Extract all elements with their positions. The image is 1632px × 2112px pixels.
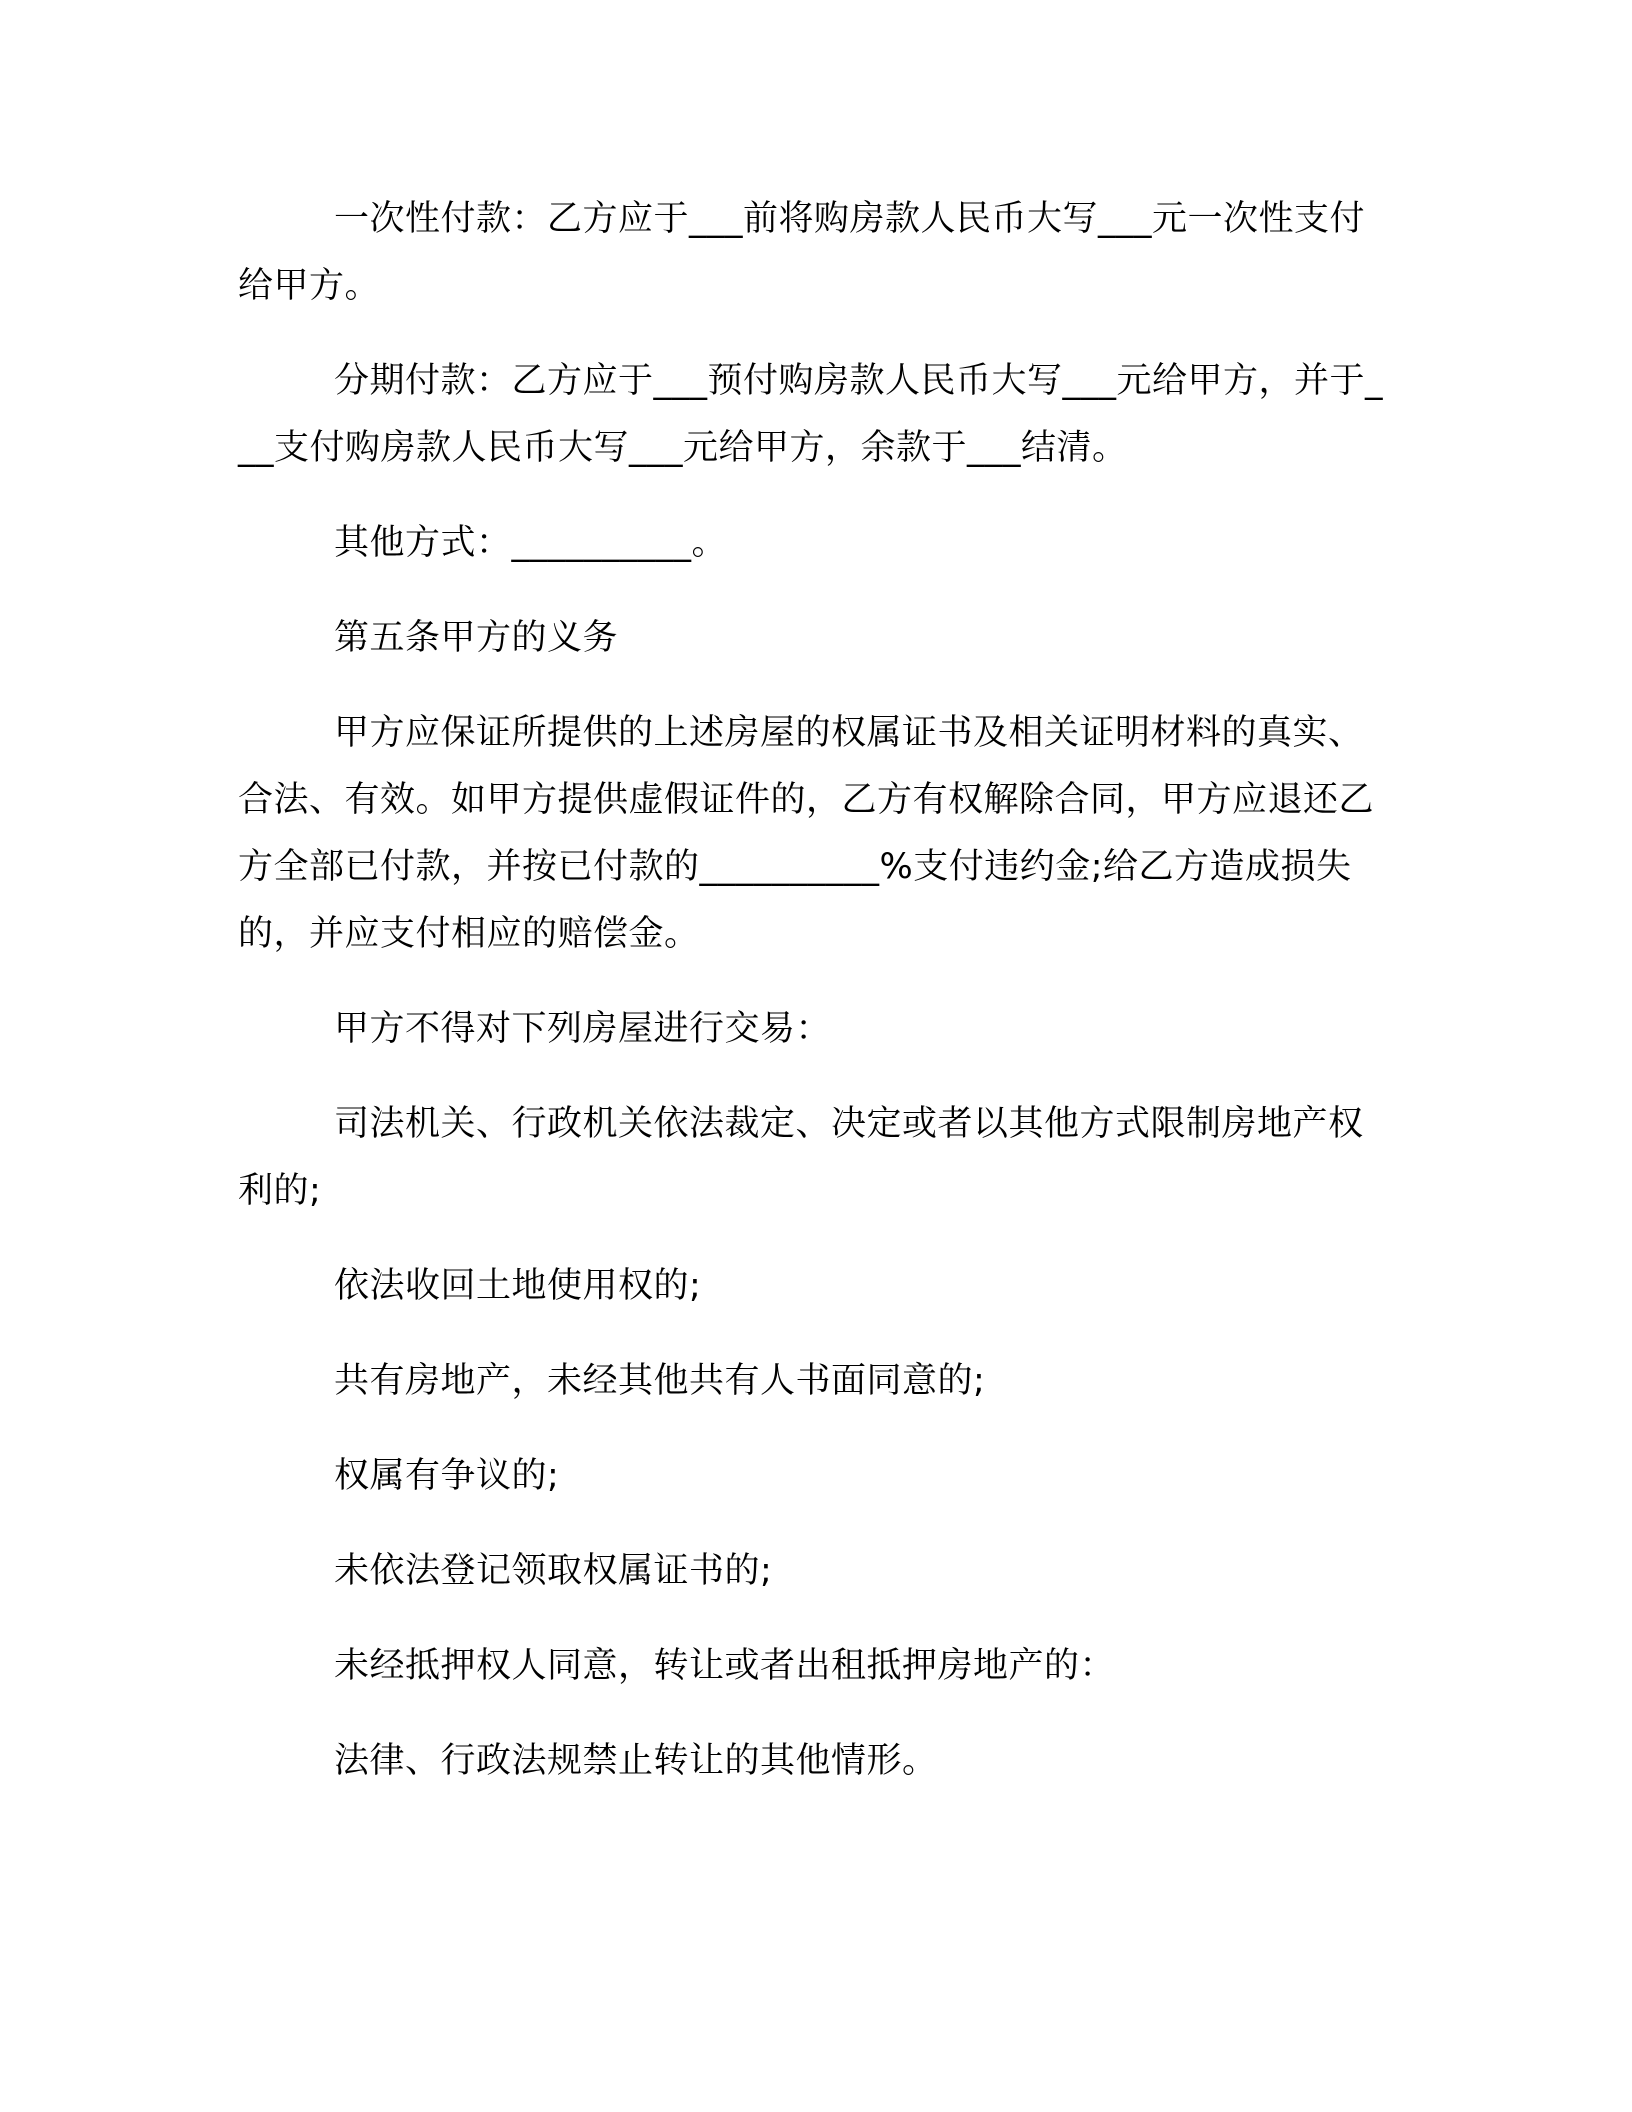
restriction-intro-paragraph: 甲方不得对下列房屋进行交易：	[334, 1009, 832, 1049]
restriction-item: 共有房地产，未经其他共有人书面同意的;	[334, 1361, 986, 1401]
restriction-item: 权属有争议的;	[334, 1456, 560, 1496]
section-heading: 第五条甲方的义务	[334, 618, 619, 658]
payment-other-paragraph: 其他方式：__________。	[334, 523, 728, 563]
restriction-item: 未依法登记领取权属证书的;	[334, 1551, 773, 1591]
restriction-item: 司法机关、行政机关依法裁定、决定或者以其他方式限制房地产权利的;	[238, 1104, 1364, 1211]
document-page	[238, 186, 1394, 1795]
payment-installment-paragraph: 分期付款：乙方应于___预付购房款人民币大写___元给甲方，并于___支付购房款人民币大写___元给甲方，余款于___结清。	[238, 361, 1384, 468]
payment-lump-sum-paragraph: 一次性付款：乙方应于___前将购房款人民币大写___元一次性支付给甲方。	[238, 199, 1366, 306]
restriction-item: 未经抵押权人同意，转让或者出租抵押房地产的：	[334, 1646, 1116, 1686]
party-a-obligation-paragraph: 甲方应保证所提供的上述房屋的权属证书及相关证明材料的真实、合法、有效。如甲方提供虚假证件的，乙方有权解除合同，甲方应退还乙方全部已付款，并按已付款的__________%支付违约金;给乙方造成损失的，并应支付相应的赔偿金。	[238, 713, 1375, 954]
restriction-item: 依法收回土地使用权的;	[334, 1266, 702, 1306]
restriction-item: 法律、行政法规禁止转让的其他情形。	[334, 1741, 938, 1781]
